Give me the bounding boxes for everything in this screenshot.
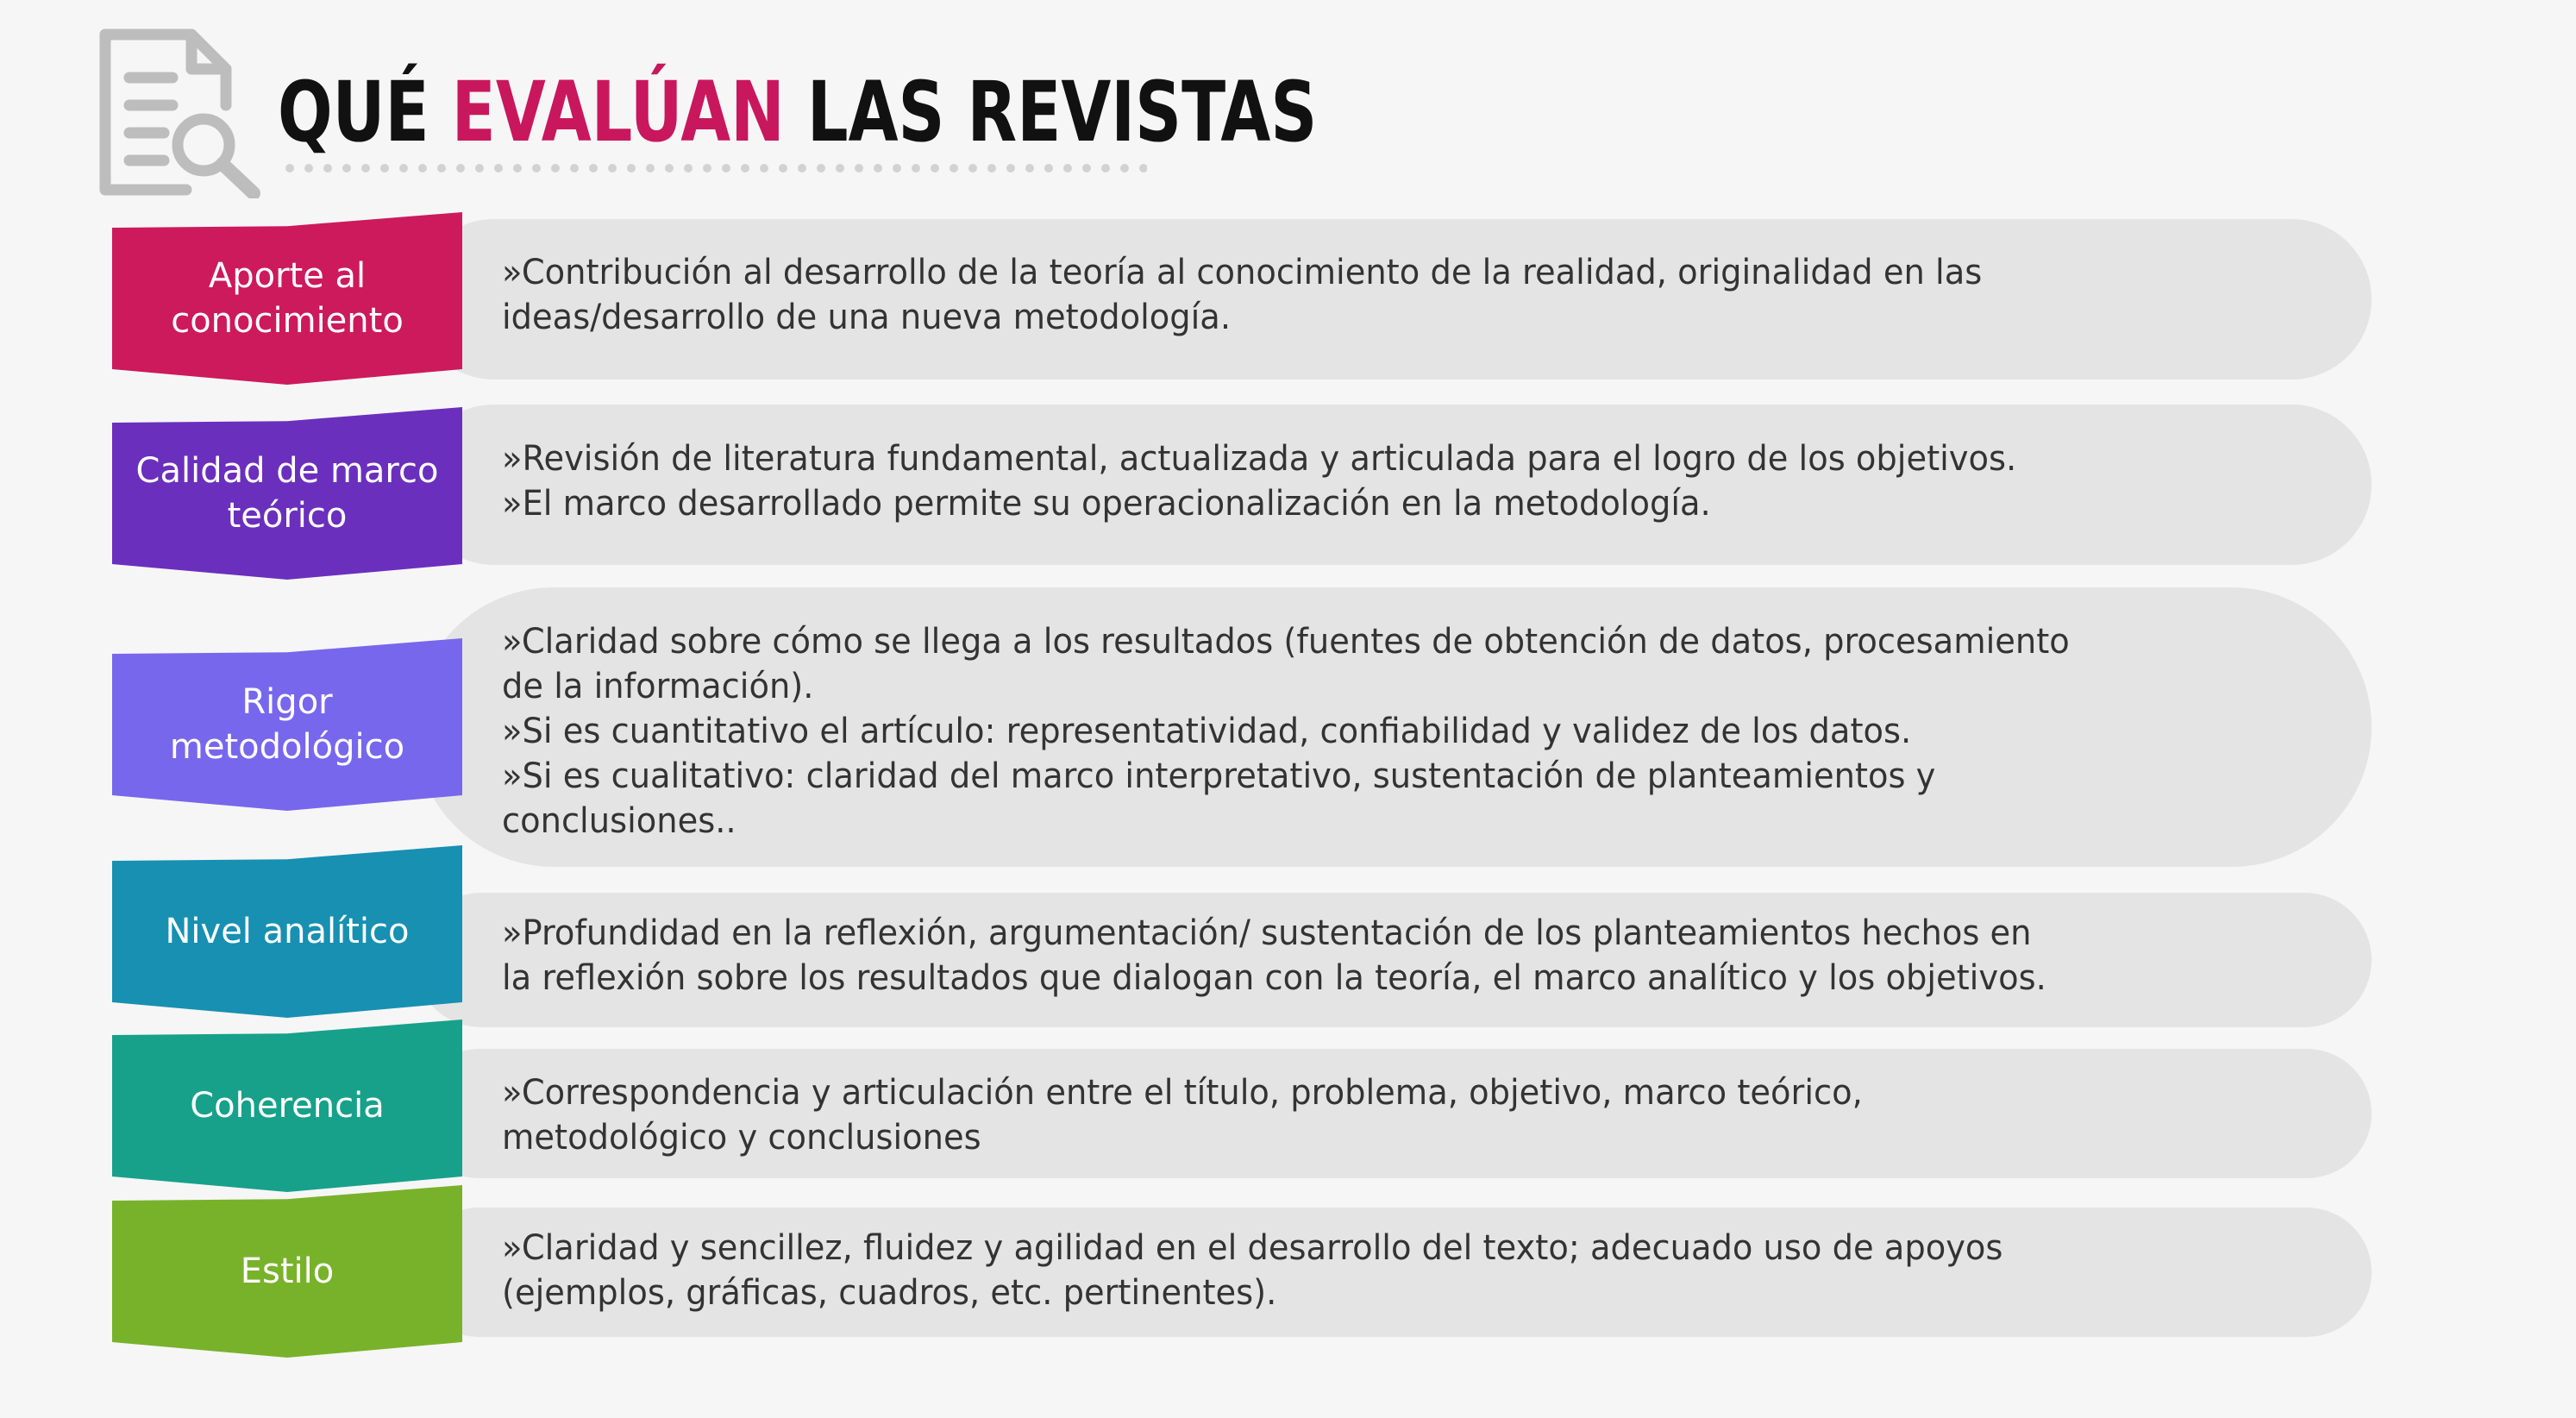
description-line: »Si es cuantitativo el artículo: representatividad, confiabilidad y validez de los datos. — [502, 712, 1912, 751]
criterion-description — [502, 619, 2249, 844]
criterion-label-text: Coherencia — [190, 1086, 385, 1126]
title-dotted-rule — [285, 162, 1147, 174]
title-part2: LAS REVISTAS — [806, 64, 1318, 160]
criterion-label — [112, 845, 462, 1018]
description-line: de la información). — [502, 667, 814, 706]
criterion-label — [112, 212, 462, 385]
criterion-label — [112, 638, 462, 811]
criterion-description — [502, 250, 2249, 340]
criterion-label-text: Aporte al conocimiento — [171, 256, 404, 341]
criterion-label-text: Nivel analítico — [165, 912, 410, 951]
description-line: ideas/desarrollo de una nueva metodología. — [502, 298, 1232, 337]
description-line: la reflexión sobre los resultados que dialogan con la teoría, el marco analítico y los objetivos. — [502, 958, 2046, 998]
description-line: »El marco desarrollado permite su operacionalización en la metodología. — [502, 484, 1711, 524]
criterion-description — [502, 1226, 2249, 1315]
description-line: »Si es cualitativo: claridad del marco interpretativo, sustentación de planteamientos y — [502, 756, 1936, 796]
description-line: »Claridad y sencillez, fluidez y agilidad en el desarrollo del texto; adecuado uso de apoyos — [502, 1228, 2003, 1268]
criterion-label — [112, 407, 462, 580]
description-line: »Correspondencia y articulación entre el título, problema, objetivo, marco teórico, — [502, 1073, 1863, 1113]
criterion-label — [112, 1020, 462, 1192]
criterion-label-text: Rigor metodológico — [169, 682, 405, 767]
description-line: conclusiones.. — [502, 801, 736, 841]
criterion-label — [112, 1185, 462, 1358]
description-line: »Profundidad en la reflexión, argumentación/ sustentación de los planteamientos hechos en — [502, 913, 2032, 953]
page-title — [278, 60, 1317, 164]
criterion-label-text: Calidad de marco teórico — [135, 451, 439, 536]
description-line: »Claridad sobre cómo se llega a los resultados (fuentes de obtención de datos, procesamiento — [502, 622, 2070, 662]
criterion-label-text: Estilo — [240, 1252, 335, 1291]
document-search-icon — [90, 26, 262, 198]
description-line: »Revisión de literatura fundamental, actualizada y articulada para el logro de los objetivos. — [502, 439, 2017, 479]
description-line: metodológico y conclusiones — [502, 1118, 981, 1158]
title-part1: QUÉ — [278, 64, 429, 160]
criterion-description — [502, 1070, 2249, 1160]
title-accent: EVALÚAN — [451, 64, 785, 160]
criterion-description — [502, 436, 2249, 526]
criterion-description — [502, 911, 2249, 1001]
description-line: »Contribución al desarrollo de la teoría al conocimiento de la realidad, originalidad en las — [502, 253, 1983, 292]
description-line: (ejemplos, gráficas, cuadros, etc. pertinentes). — [502, 1273, 1277, 1313]
